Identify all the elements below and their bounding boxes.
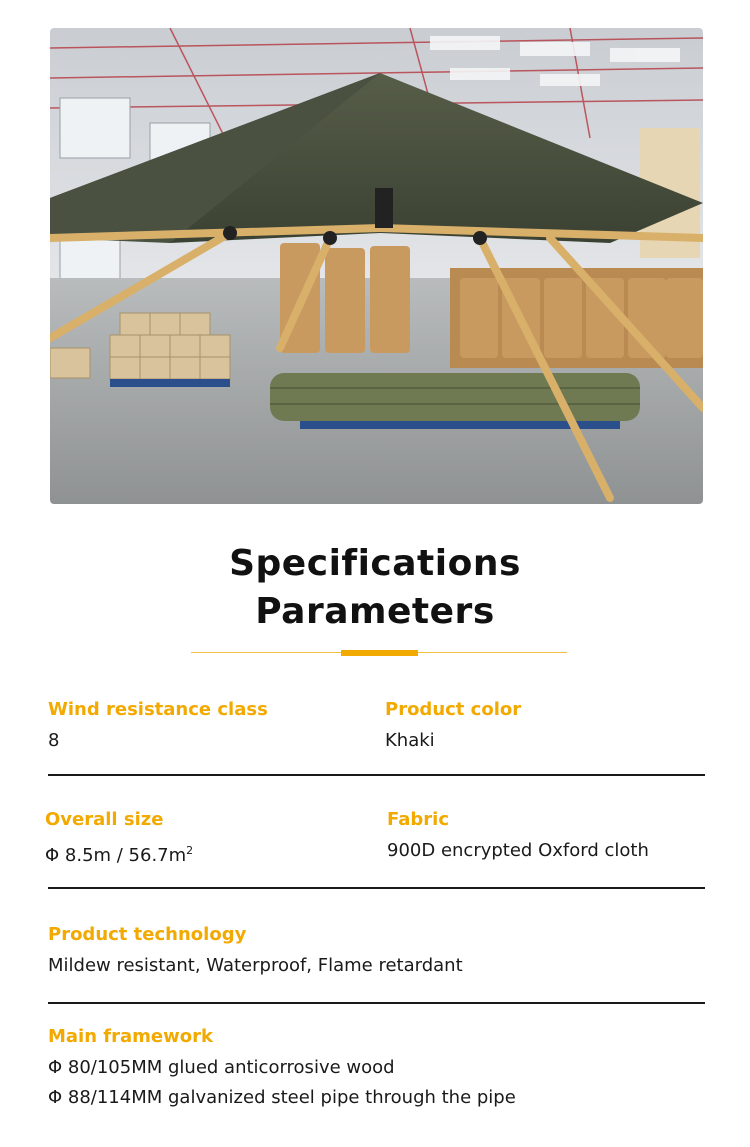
fabric-label: Fabric — [387, 809, 449, 830]
title-line-1: Specifications — [229, 543, 521, 584]
fabric-value: 900D encrypted Oxford cloth — [387, 840, 649, 861]
main-framework-value-2: Φ 88/114MM galvanized steel pipe through the pipe — [48, 1087, 516, 1108]
product-technology-label: Product technology — [48, 924, 247, 945]
overall-size-value — [45, 839, 193, 868]
overall-size-label: Overall size — [45, 809, 164, 830]
row-divider — [48, 887, 705, 889]
row-divider — [48, 774, 705, 776]
title-line-2: Parameters — [255, 591, 495, 632]
main-framework-value-1: Φ 80/105MM glued anticorrosive wood — [48, 1057, 395, 1078]
product-technology-value: Mildew resistant, Waterproof, Flame retardant — [48, 955, 463, 976]
wind-resistance-value: 8 — [48, 730, 60, 751]
product-color-label: Product color — [385, 699, 522, 720]
title-divider-accent — [341, 650, 418, 656]
overall-size-text: Φ 8.5m / 56.7m — [45, 845, 187, 866]
wind-resistance-label: Wind resistance class — [48, 699, 268, 720]
product-color-value: Khaki — [385, 730, 435, 751]
product-photo — [50, 28, 703, 504]
main-framework-label: Main framework — [48, 1026, 213, 1047]
page-title — [0, 540, 750, 636]
row-divider — [48, 1002, 705, 1004]
overall-size-superscript: 2 — [186, 844, 194, 857]
